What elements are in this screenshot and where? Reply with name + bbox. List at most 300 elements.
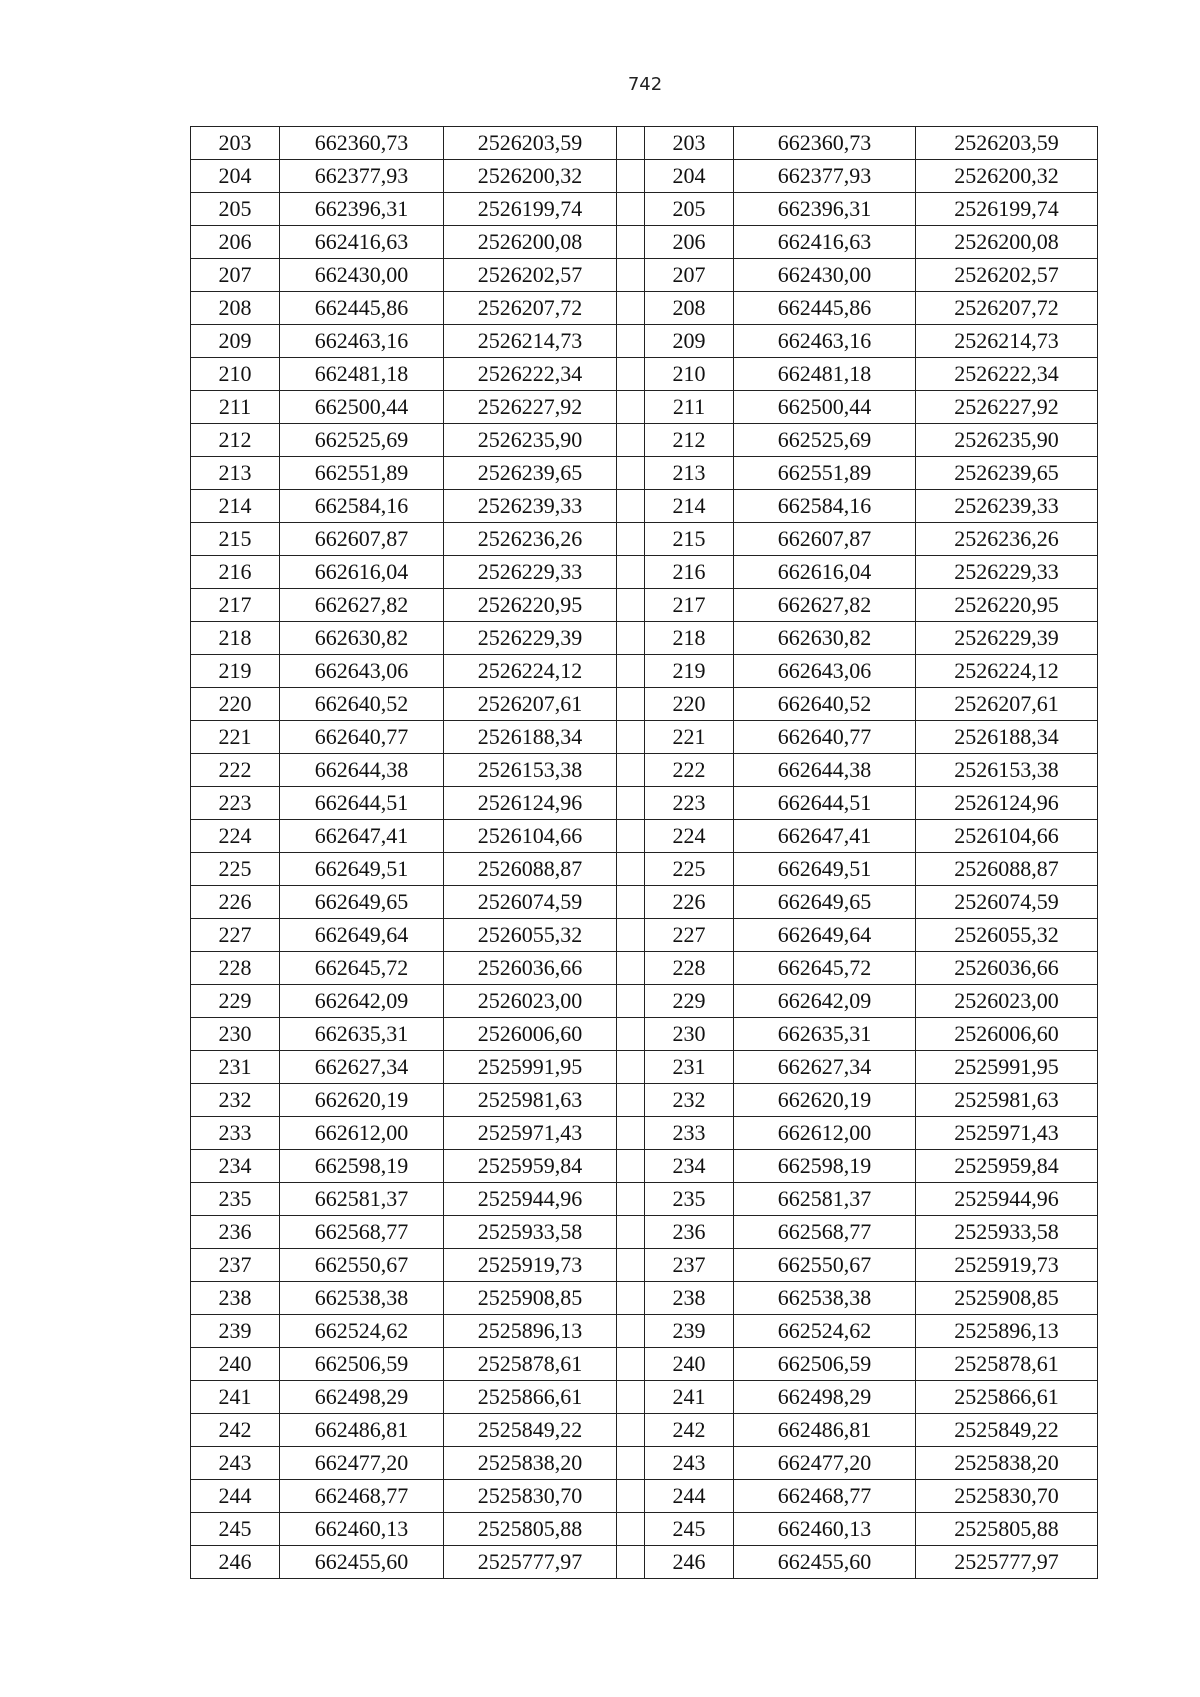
x-coordinate-left: 662481,18 [280,358,444,391]
point-number-right: 216 [645,556,734,589]
x-coordinate-left: 662538,38 [280,1282,444,1315]
x-coordinate-right: 662627,82 [734,589,916,622]
y-coordinate-left: 2525908,85 [444,1282,617,1315]
point-number-right: 223 [645,787,734,820]
y-coordinate-left: 2526199,74 [444,193,617,226]
gap-cell [617,391,645,424]
y-coordinate-left: 2526188,34 [444,721,617,754]
point-number-right: 231 [645,1051,734,1084]
table-row [191,1381,1098,1414]
x-coordinate-right: 662460,13 [734,1513,916,1546]
y-coordinate-left: 2526203,59 [444,127,617,160]
y-coordinate-right: 2525981,63 [916,1084,1098,1117]
x-coordinate-left: 662568,77 [280,1216,444,1249]
point-number-right: 239 [645,1315,734,1348]
table-row [191,1216,1098,1249]
x-coordinate-right: 662416,63 [734,226,916,259]
point-number-left: 241 [191,1381,280,1414]
y-coordinate-right: 2526199,74 [916,193,1098,226]
x-coordinate-left: 662460,13 [280,1513,444,1546]
x-coordinate-left: 662645,72 [280,952,444,985]
x-coordinate-right: 662607,87 [734,523,916,556]
table-row [191,688,1098,721]
x-coordinate-left: 662377,93 [280,160,444,193]
y-coordinate-right: 2525991,95 [916,1051,1098,1084]
point-number-right: 218 [645,622,734,655]
gap-cell [617,556,645,589]
y-coordinate-left: 2526239,33 [444,490,617,523]
x-coordinate-right: 662455,60 [734,1546,916,1579]
y-coordinate-right: 2526006,60 [916,1018,1098,1051]
table-row [191,193,1098,226]
x-coordinate-left: 662635,31 [280,1018,444,1051]
x-coordinate-left: 662642,09 [280,985,444,1018]
table-row [191,1282,1098,1315]
y-coordinate-left: 2526207,72 [444,292,617,325]
x-coordinate-left: 662630,82 [280,622,444,655]
point-number-left: 213 [191,457,280,490]
x-coordinate-left: 662360,73 [280,127,444,160]
y-coordinate-right: 2525944,96 [916,1183,1098,1216]
point-number-right: 230 [645,1018,734,1051]
y-coordinate-left: 2526055,32 [444,919,617,952]
gap-cell [617,589,645,622]
point-number-left: 209 [191,325,280,358]
y-coordinate-right: 2526055,32 [916,919,1098,952]
point-number-left: 238 [191,1282,280,1315]
gap-cell [617,754,645,787]
table-row [191,1183,1098,1216]
y-coordinate-left: 2525805,88 [444,1513,617,1546]
y-coordinate-right: 2525908,85 [916,1282,1098,1315]
gap-cell [617,358,645,391]
y-coordinate-left: 2526036,66 [444,952,617,985]
gap-cell [617,886,645,919]
y-coordinate-left: 2526235,90 [444,424,617,457]
x-coordinate-left: 662620,19 [280,1084,444,1117]
y-coordinate-right: 2526222,34 [916,358,1098,391]
gap-cell [617,622,645,655]
point-number-left: 204 [191,160,280,193]
y-coordinate-right: 2526224,12 [916,655,1098,688]
x-coordinate-left: 662598,19 [280,1150,444,1183]
point-number-left: 212 [191,424,280,457]
gap-cell [617,1216,645,1249]
table-row [191,1348,1098,1381]
point-number-right: 241 [645,1381,734,1414]
y-coordinate-left: 2526153,38 [444,754,617,787]
coordinates-table [190,126,1098,1579]
table-row [191,1414,1098,1447]
table-row [191,358,1098,391]
point-number-left: 210 [191,358,280,391]
gap-cell [617,1150,645,1183]
y-coordinate-right: 2525866,61 [916,1381,1098,1414]
gap-cell [617,1513,645,1546]
x-coordinate-left: 662643,06 [280,655,444,688]
table-row [191,1150,1098,1183]
x-coordinate-right: 662468,77 [734,1480,916,1513]
point-number-right: 221 [645,721,734,754]
point-number-left: 237 [191,1249,280,1282]
point-number-left: 215 [191,523,280,556]
point-number-left: 226 [191,886,280,919]
point-number-right: 214 [645,490,734,523]
x-coordinate-right: 662486,81 [734,1414,916,1447]
gap-cell [617,655,645,688]
x-coordinate-right: 662640,77 [734,721,916,754]
point-number-left: 244 [191,1480,280,1513]
x-coordinate-right: 662649,64 [734,919,916,952]
gap-cell [617,424,645,457]
y-coordinate-right: 2526229,39 [916,622,1098,655]
y-coordinate-right: 2526200,32 [916,160,1098,193]
x-coordinate-left: 662506,59 [280,1348,444,1381]
point-number-left: 206 [191,226,280,259]
y-coordinate-right: 2526239,33 [916,490,1098,523]
gap-cell [617,1414,645,1447]
x-coordinate-left: 662486,81 [280,1414,444,1447]
table-row [191,160,1098,193]
gap-cell [617,193,645,226]
gap-cell [617,1018,645,1051]
x-coordinate-right: 662538,38 [734,1282,916,1315]
gap-cell [617,457,645,490]
table-row [191,127,1098,160]
table-row [191,457,1098,490]
table-row [191,391,1098,424]
table-row [191,523,1098,556]
gap-cell [617,160,645,193]
x-coordinate-left: 662640,77 [280,721,444,754]
table-row [191,820,1098,853]
x-coordinate-left: 662396,31 [280,193,444,226]
table-row [191,1084,1098,1117]
x-coordinate-left: 662524,62 [280,1315,444,1348]
x-coordinate-right: 662506,59 [734,1348,916,1381]
point-number-left: 217 [191,589,280,622]
point-number-right: 229 [645,985,734,1018]
y-coordinate-right: 2526229,33 [916,556,1098,589]
y-coordinate-left: 2526207,61 [444,688,617,721]
point-number-left: 239 [191,1315,280,1348]
x-coordinate-right: 662620,19 [734,1084,916,1117]
table-row [191,655,1098,688]
table-row [191,490,1098,523]
y-coordinate-left: 2526214,73 [444,325,617,358]
x-coordinate-right: 662649,51 [734,853,916,886]
point-number-left: 205 [191,193,280,226]
y-coordinate-left: 2525896,13 [444,1315,617,1348]
table-row [191,589,1098,622]
point-number-right: 225 [645,853,734,886]
gap-cell [617,325,645,358]
x-coordinate-left: 662551,89 [280,457,444,490]
point-number-left: 224 [191,820,280,853]
x-coordinate-right: 662525,69 [734,424,916,457]
y-coordinate-right: 2525933,58 [916,1216,1098,1249]
point-number-right: 236 [645,1216,734,1249]
point-number-left: 240 [191,1348,280,1381]
gap-cell [617,1282,645,1315]
x-coordinate-right: 662581,37 [734,1183,916,1216]
x-coordinate-right: 662498,29 [734,1381,916,1414]
table-row [191,292,1098,325]
point-number-right: 234 [645,1150,734,1183]
x-coordinate-left: 662649,64 [280,919,444,952]
x-coordinate-right: 662430,00 [734,259,916,292]
x-coordinate-left: 662455,60 [280,1546,444,1579]
y-coordinate-left: 2525971,43 [444,1117,617,1150]
point-number-right: 226 [645,886,734,919]
table-row [191,259,1098,292]
point-number-left: 227 [191,919,280,952]
x-coordinate-left: 662644,51 [280,787,444,820]
y-coordinate-right: 2526207,72 [916,292,1098,325]
y-coordinate-right: 2526239,65 [916,457,1098,490]
y-coordinate-left: 2526202,57 [444,259,617,292]
x-coordinate-left: 662649,65 [280,886,444,919]
point-number-left: 234 [191,1150,280,1183]
x-coordinate-right: 662377,93 [734,160,916,193]
y-coordinate-left: 2526222,34 [444,358,617,391]
x-coordinate-right: 662584,16 [734,490,916,523]
gap-cell [617,259,645,292]
y-coordinate-right: 2526236,26 [916,523,1098,556]
y-coordinate-right: 2526074,59 [916,886,1098,919]
x-coordinate-right: 662635,31 [734,1018,916,1051]
x-coordinate-right: 662477,20 [734,1447,916,1480]
x-coordinate-left: 662550,67 [280,1249,444,1282]
y-coordinate-left: 2526200,32 [444,160,617,193]
y-coordinate-right: 2525805,88 [916,1513,1098,1546]
x-coordinate-right: 662445,86 [734,292,916,325]
point-number-left: 236 [191,1216,280,1249]
coordinates-table-body [191,127,1098,1579]
y-coordinate-left: 2526229,39 [444,622,617,655]
point-number-left: 225 [191,853,280,886]
x-coordinate-left: 662525,69 [280,424,444,457]
point-number-left: 230 [191,1018,280,1051]
table-row [191,424,1098,457]
x-coordinate-right: 662644,38 [734,754,916,787]
x-coordinate-right: 662568,77 [734,1216,916,1249]
y-coordinate-left: 2525838,20 [444,1447,617,1480]
x-coordinate-left: 662468,77 [280,1480,444,1513]
y-coordinate-right: 2525896,13 [916,1315,1098,1348]
table-row [191,1018,1098,1051]
x-coordinate-left: 662500,44 [280,391,444,424]
y-coordinate-right: 2526220,95 [916,589,1098,622]
point-number-left: 219 [191,655,280,688]
point-number-right: 224 [645,820,734,853]
gap-cell [617,1348,645,1381]
point-number-left: 245 [191,1513,280,1546]
y-coordinate-left: 2526229,33 [444,556,617,589]
gap-cell [617,127,645,160]
y-coordinate-left: 2526224,12 [444,655,617,688]
y-coordinate-left: 2525919,73 [444,1249,617,1282]
point-number-right: 219 [645,655,734,688]
y-coordinate-right: 2525971,43 [916,1117,1098,1150]
point-number-left: 246 [191,1546,280,1579]
x-coordinate-left: 662498,29 [280,1381,444,1414]
table-row [191,622,1098,655]
point-number-right: 237 [645,1249,734,1282]
x-coordinate-right: 662644,51 [734,787,916,820]
point-number-left: 220 [191,688,280,721]
gap-cell [617,985,645,1018]
point-number-left: 221 [191,721,280,754]
x-coordinate-right: 662612,00 [734,1117,916,1150]
x-coordinate-left: 662612,00 [280,1117,444,1150]
x-coordinate-left: 662463,16 [280,325,444,358]
table-row [191,226,1098,259]
table-row [191,754,1098,787]
y-coordinate-left: 2525944,96 [444,1183,617,1216]
table-row [191,787,1098,820]
y-coordinate-left: 2526200,08 [444,226,617,259]
x-coordinate-right: 662481,18 [734,358,916,391]
point-number-right: 246 [645,1546,734,1579]
page-number: 742 [627,74,663,95]
x-coordinate-right: 662643,06 [734,655,916,688]
point-number-right: 208 [645,292,734,325]
point-number-right: 206 [645,226,734,259]
table-row [191,1249,1098,1282]
y-coordinate-right: 2526188,34 [916,721,1098,754]
y-coordinate-left: 2526236,26 [444,523,617,556]
y-coordinate-right: 2525919,73 [916,1249,1098,1282]
y-coordinate-right: 2526202,57 [916,259,1098,292]
point-number-left: 233 [191,1117,280,1150]
x-coordinate-left: 662627,82 [280,589,444,622]
x-coordinate-right: 662647,41 [734,820,916,853]
y-coordinate-right: 2526153,38 [916,754,1098,787]
point-number-right: 222 [645,754,734,787]
point-number-right: 203 [645,127,734,160]
gap-cell [617,688,645,721]
y-coordinate-left: 2526104,66 [444,820,617,853]
y-coordinate-left: 2525933,58 [444,1216,617,1249]
y-coordinate-left: 2525830,70 [444,1480,617,1513]
y-coordinate-right: 2526088,87 [916,853,1098,886]
x-coordinate-right: 662645,72 [734,952,916,985]
point-number-right: 212 [645,424,734,457]
y-coordinate-left: 2526088,87 [444,853,617,886]
y-coordinate-left: 2526220,95 [444,589,617,622]
point-number-left: 203 [191,127,280,160]
y-coordinate-right: 2526227,92 [916,391,1098,424]
point-number-right: 227 [645,919,734,952]
y-coordinate-right: 2525838,20 [916,1447,1098,1480]
x-coordinate-left: 662477,20 [280,1447,444,1480]
gap-cell [617,1117,645,1150]
gap-cell [617,490,645,523]
point-number-left: 231 [191,1051,280,1084]
gap-cell [617,787,645,820]
x-coordinate-right: 662642,09 [734,985,916,1018]
point-number-left: 208 [191,292,280,325]
point-number-left: 242 [191,1414,280,1447]
y-coordinate-right: 2526104,66 [916,820,1098,853]
gap-cell [617,919,645,952]
x-coordinate-right: 662640,52 [734,688,916,721]
x-coordinate-left: 662647,41 [280,820,444,853]
x-coordinate-right: 662649,65 [734,886,916,919]
point-number-left: 211 [191,391,280,424]
x-coordinate-left: 662584,16 [280,490,444,523]
table-row [191,325,1098,358]
gap-cell [617,721,645,754]
point-number-left: 243 [191,1447,280,1480]
point-number-left: 216 [191,556,280,589]
x-coordinate-left: 662644,38 [280,754,444,787]
y-coordinate-right: 2526207,61 [916,688,1098,721]
x-coordinate-right: 662360,73 [734,127,916,160]
y-coordinate-right: 2525777,97 [916,1546,1098,1579]
point-number-right: 215 [645,523,734,556]
gap-cell [617,820,645,853]
gap-cell [617,1447,645,1480]
gap-cell [617,853,645,886]
point-number-left: 207 [191,259,280,292]
table-row [191,1447,1098,1480]
y-coordinate-left: 2525981,63 [444,1084,617,1117]
y-coordinate-right: 2525830,70 [916,1480,1098,1513]
point-number-right: 244 [645,1480,734,1513]
table-row [191,721,1098,754]
y-coordinate-left: 2526074,59 [444,886,617,919]
table-row [191,1480,1098,1513]
point-number-left: 232 [191,1084,280,1117]
point-number-right: 245 [645,1513,734,1546]
y-coordinate-left: 2526227,92 [444,391,617,424]
table-row [191,1051,1098,1084]
y-coordinate-right: 2525878,61 [916,1348,1098,1381]
table-row [191,1315,1098,1348]
point-number-left: 218 [191,622,280,655]
x-coordinate-right: 662500,44 [734,391,916,424]
y-coordinate-right: 2526203,59 [916,127,1098,160]
gap-cell [617,1084,645,1117]
x-coordinate-left: 662649,51 [280,853,444,886]
point-number-right: 240 [645,1348,734,1381]
point-number-right: 207 [645,259,734,292]
point-number-left: 229 [191,985,280,1018]
table-row [191,886,1098,919]
gap-cell [617,952,645,985]
point-number-right: 217 [645,589,734,622]
table-row [191,853,1098,886]
point-number-left: 228 [191,952,280,985]
point-number-right: 205 [645,193,734,226]
point-number-right: 204 [645,160,734,193]
point-number-right: 211 [645,391,734,424]
gap-cell [617,292,645,325]
x-coordinate-left: 662445,86 [280,292,444,325]
x-coordinate-right: 662627,34 [734,1051,916,1084]
table-row [191,919,1098,952]
x-coordinate-right: 662616,04 [734,556,916,589]
y-coordinate-right: 2526124,96 [916,787,1098,820]
table-row [191,556,1098,589]
x-coordinate-left: 662430,00 [280,259,444,292]
table-row [191,1513,1098,1546]
x-coordinate-left: 662581,37 [280,1183,444,1216]
y-coordinate-left: 2525849,22 [444,1414,617,1447]
gap-cell [617,226,645,259]
